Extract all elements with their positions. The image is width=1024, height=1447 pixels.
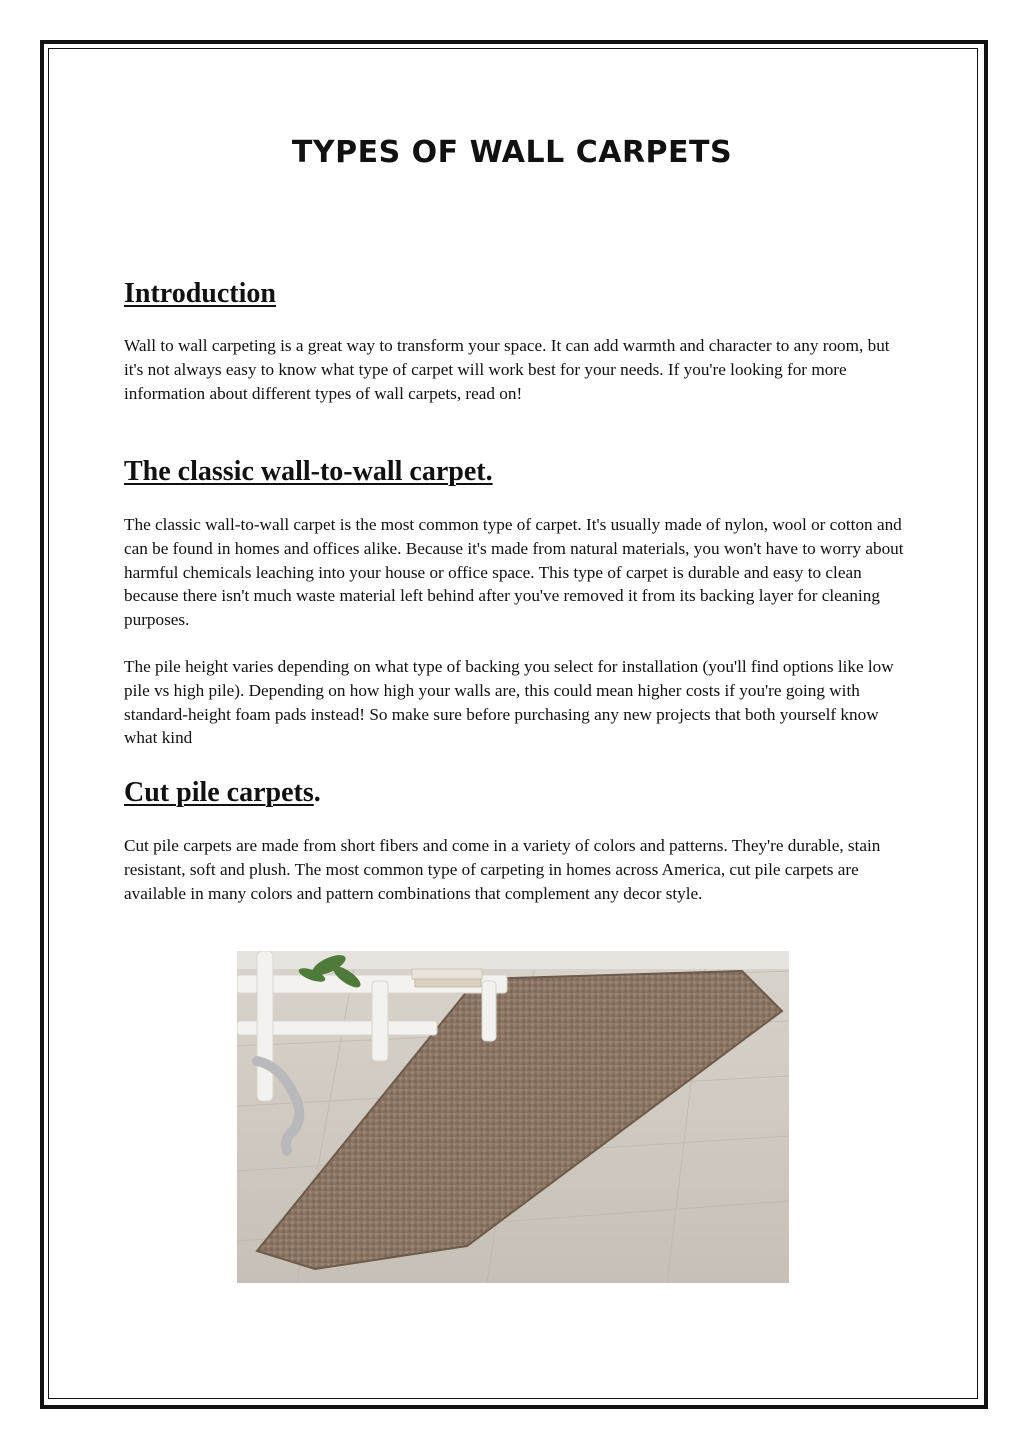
rug-photo-illustration — [237, 951, 789, 1283]
section-heading-text: The classic wall-to-wall carpet. — [124, 456, 493, 487]
paragraph-introduction: Wall to wall carpeting is a great way to transform your space. It can add warmth and character to any room, but it's not always easy to know what type of carpet will work best for your needs. If you're looking for more information about different types of wall carpets, read on! — [124, 336, 890, 403]
section-heading-suffix: . — [313, 777, 321, 808]
section-heading-cut-pile — [124, 776, 321, 810]
paragraph-classic-carpet-2: The pile height varies depending on what type of backing you select for installation (you'll find options like low pile vs high pile). Depending on how high your walls are, this could mean higher costs if you're going with standard-height foam pads instead! So make sure before purchasing any new projects that both yourself know what kind — [124, 657, 894, 748]
section-heading-classic-carpet — [124, 455, 493, 489]
paragraph-classic-carpet-1: The classic wall-to-wall carpet is the most common type of carpet. It's usually made of nylon, wool or cotton and can be found in homes and offices alike. Because it's made from natural materials, you won't have to worry about harmful chemicals leaching into your house or office space. This type of carpet is durable and easy to clean because there isn't much waste material left behind after you've removed it from its backing layer for cleaning purposes. — [124, 515, 904, 630]
section-heading-introduction — [124, 277, 276, 311]
page-title: TYPES OF WALL CARPETS — [291, 135, 733, 170]
shag-runner-rug-photo — [237, 951, 789, 1283]
section-heading-text: Introduction — [124, 278, 276, 309]
paragraph-cut-pile: Cut pile carpets are made from short fibers and come in a variety of colors and patterns. They're durable, stain resistant, soft and plush. The most common type of carpeting in homes across America, cut pile carpets are available in many colors and pattern combinations that complement any decor style. — [124, 836, 881, 903]
section-heading-text: Cut pile carpets — [124, 777, 314, 808]
